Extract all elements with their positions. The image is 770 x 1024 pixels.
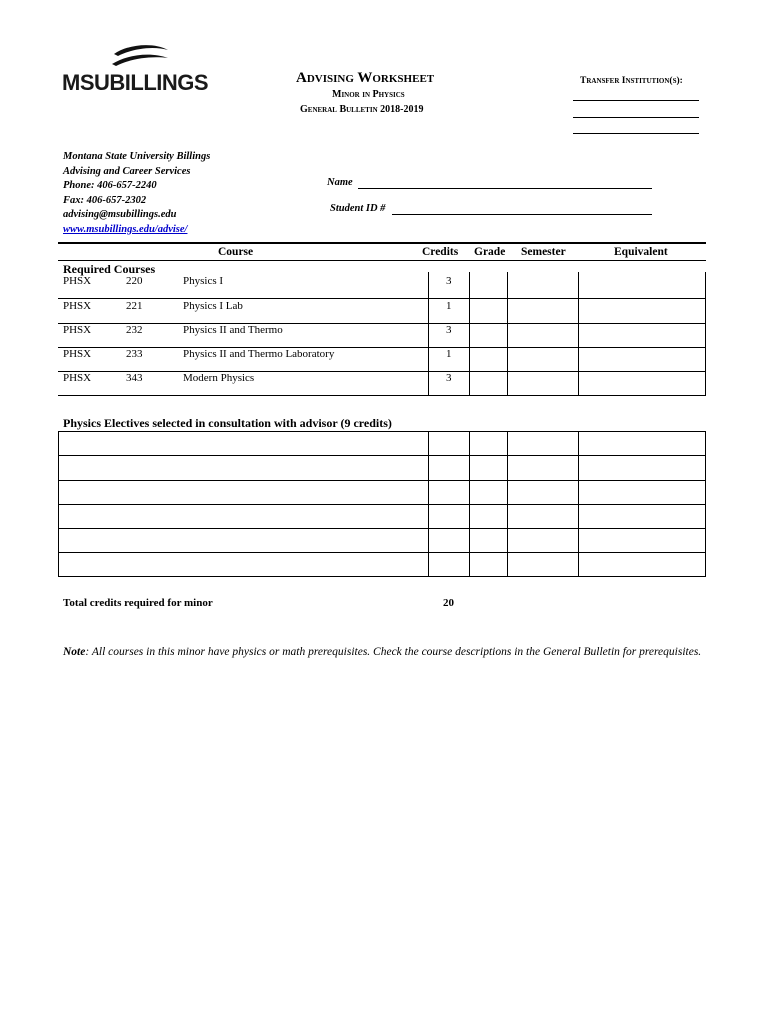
elective-course-field[interactable] xyxy=(59,529,428,552)
course-name: Physics I Lab xyxy=(183,300,243,312)
transfer-institution-line[interactable] xyxy=(573,100,699,101)
grid-line xyxy=(428,431,429,576)
grid-line xyxy=(428,272,429,396)
student-id-field[interactable] xyxy=(392,214,652,215)
course-number: 343 xyxy=(126,372,143,384)
row-divider xyxy=(58,347,706,348)
course-prefix: PHSX xyxy=(63,300,92,312)
column-header-equivalent: Equivalent xyxy=(614,246,668,258)
total-credits-label: Total credits required for minor xyxy=(63,597,213,609)
row-divider xyxy=(58,323,706,324)
website-link[interactable]: www.msubillings.edu/advise/ xyxy=(63,223,188,235)
course-number: 221 xyxy=(126,300,143,312)
name-field[interactable] xyxy=(358,188,652,189)
electives-heading: Physics Electives selected in consultation with advisor (9 credits) xyxy=(63,416,392,430)
elective-course-field[interactable] xyxy=(59,481,428,504)
elective-course-field[interactable] xyxy=(59,553,428,576)
row-divider xyxy=(58,576,706,577)
grid-line xyxy=(469,272,470,396)
grid-line xyxy=(507,431,508,576)
column-header-credits: Credits xyxy=(422,246,459,258)
grid-line xyxy=(705,431,706,576)
course-number: 232 xyxy=(126,324,143,336)
logo-swoosh-icon xyxy=(110,44,170,72)
course-credits: 1 xyxy=(446,300,452,312)
university-name: Montana State University Billings xyxy=(63,151,211,162)
column-header-grade: Grade xyxy=(474,246,506,258)
course-prefix: PHSX xyxy=(63,275,92,287)
transfer-institution-line[interactable] xyxy=(573,117,699,118)
course-prefix: PHSX xyxy=(63,348,92,360)
course-prefix: PHSX xyxy=(63,324,92,336)
contact-block xyxy=(63,150,210,237)
header-rule xyxy=(58,242,706,244)
course-credits: 3 xyxy=(446,275,452,287)
course-credits: 1 xyxy=(446,348,452,360)
elective-course-field[interactable] xyxy=(59,456,428,480)
column-header-semester: Semester xyxy=(521,246,566,258)
row-divider xyxy=(58,298,706,299)
grid-line xyxy=(578,431,579,576)
course-credits: 3 xyxy=(446,324,452,336)
phone-text: Phone: 406-657-2240 xyxy=(63,180,157,191)
grid-line xyxy=(469,431,470,576)
note-lead: Note xyxy=(63,646,86,658)
course-prefix: PHSX xyxy=(63,372,92,384)
elective-course-field[interactable] xyxy=(59,505,428,528)
document-subtitle-bulletin: General Bulletin 2018-2019 xyxy=(300,104,424,115)
office-name: Advising and Career Services xyxy=(63,165,191,177)
course-number: 220 xyxy=(126,275,143,287)
course-name: Modern Physics xyxy=(183,372,255,384)
header-bottom-rule xyxy=(58,260,706,261)
grid-line xyxy=(507,272,508,396)
required-courses-heading: Required Courses xyxy=(63,262,156,276)
transfer-institution-line[interactable] xyxy=(573,133,699,134)
course-name: Physics I xyxy=(183,275,224,287)
document-subtitle-minor: Minor in Physics xyxy=(332,89,405,100)
total-credits-value: 20 xyxy=(443,597,454,609)
row-divider xyxy=(58,395,706,396)
elective-course-field[interactable] xyxy=(59,432,428,455)
course-name: Physics II and Thermo xyxy=(183,324,283,336)
name-label: Name xyxy=(327,177,353,188)
logo-wordmark: MSUBILLINGS xyxy=(62,70,209,95)
fax-text: Fax: 406-657-2302 xyxy=(63,194,147,206)
transfer-institutions-label: Transfer Institution(s): xyxy=(580,76,683,86)
column-header-course: Course xyxy=(218,246,254,258)
grid-line xyxy=(578,272,579,396)
course-credits: 3 xyxy=(446,372,452,384)
grid-line xyxy=(705,272,706,396)
msu-billings-logo xyxy=(62,44,212,96)
course-number: 233 xyxy=(126,348,143,360)
course-name: Physics II and Thermo Laboratory xyxy=(183,348,335,360)
note-text: : All courses in this minor have physics or math prerequisites. Check the course descriptions in the General Bulletin for prerequisites. xyxy=(85,646,702,658)
email-text: advising@msubillings.edu xyxy=(63,209,177,220)
document-title: Advising Worksheet xyxy=(296,70,435,86)
row-divider xyxy=(58,371,706,372)
prerequisite-note xyxy=(63,644,713,661)
student-id-label: Student ID # xyxy=(330,203,386,214)
